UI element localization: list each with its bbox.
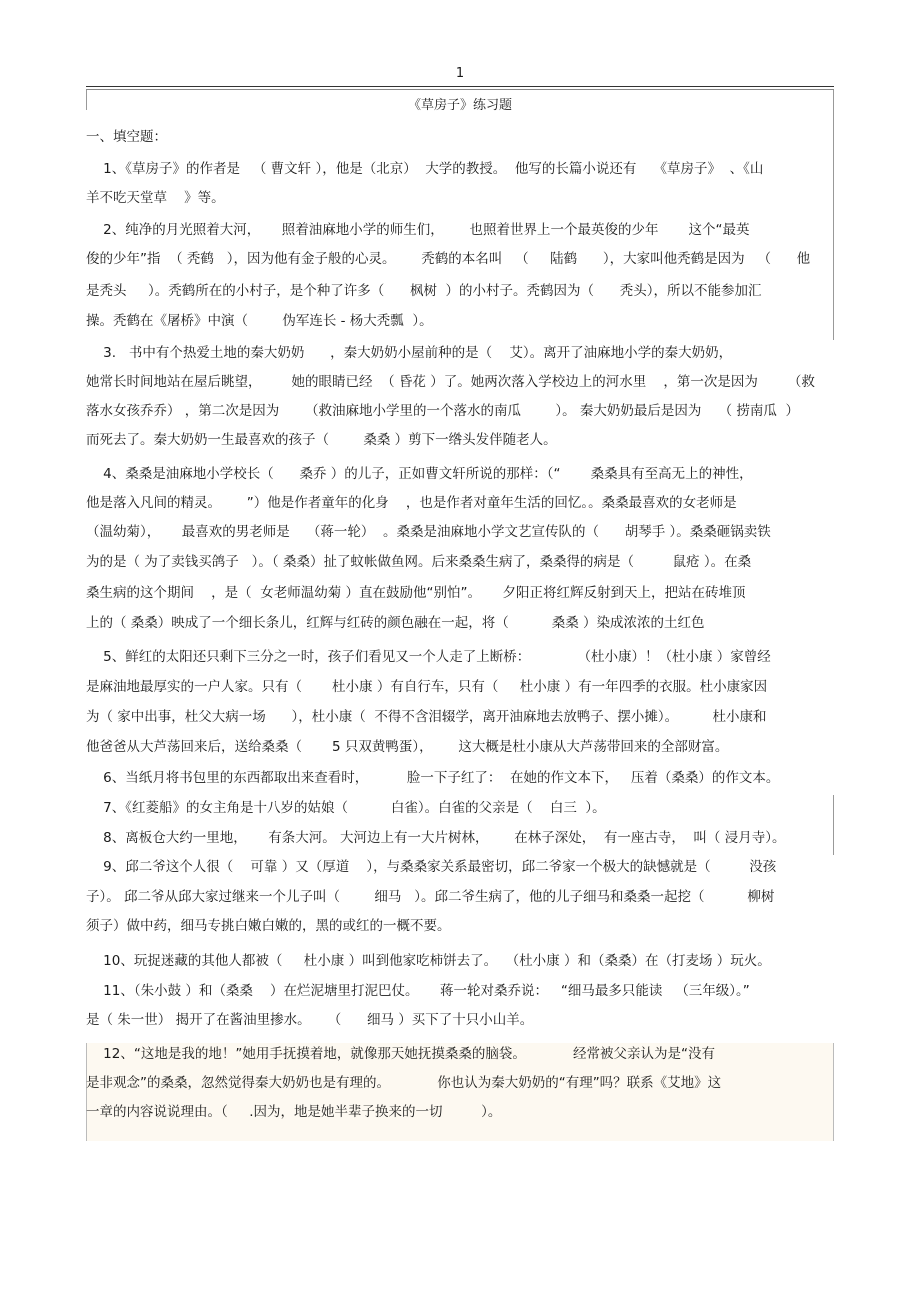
section-heading: 一、填空题： [86, 129, 167, 145]
frame-line-q12-right [833, 1043, 834, 1141]
text-line: 3. 书中有个热爱土地的秦大奶奶 ，秦大奶奶小屋前种的是（ 艾）。离开了油麻地小学的秦大奶奶， [86, 345, 733, 361]
text-line: 8、离板仓大约一里地， 有条大河。 大河边上有一大片树林， 在林子深处， 有一座古寺， 叫（ 浸月寺）。 [86, 830, 786, 846]
text-line: 为的是（ 为了卖钱买鸽子 ）。（ 桑桑）扯了蚊帐做鱼网。后来桑桑生病了，桑桑得的病是（ 鼠疮 ）。在桑 [86, 554, 752, 570]
text-line: 须子）做中药，细马专挑白嫩白嫩的，黑的或红的一概不要。 [86, 918, 451, 934]
text-line: 一章的内容说说理由。（ .因为，地是她半辈子换来的一切 ）。 [86, 1104, 502, 1120]
text-line: 为（ 家中出事，杜父大病一场 ），杜小康（ 不得不含泪辍学，离开油麻地去放鸭子、摆小摊）。 杜小康和 [86, 709, 767, 725]
text-line: 6、当纸月将书包里的东西都取出来查看时， 脸一下子红了： 在她的作文本下， 压着（桑桑）的作文本。 [86, 770, 780, 786]
header-rule-secondary [86, 89, 834, 90]
text-line: 俊的少年”指 （ 秃鹤 ），因为他有金子般的心灵。 秃鹤的本名叫 （ 陆鹤 ），大家叫他秃鹤是因为 （ 他 [86, 251, 811, 267]
text-line: 操。秃鹤在《屠桥》中演（ 伪军连长 - 杨大秃瓢 ）。 [86, 313, 433, 329]
text-line: 9、邱二爷这个人很（ 可靠 ）又（厚道 ），与桑桑家关系最密切，邱二爷家一个极大的缺憾就是（ 没孩 [86, 859, 777, 875]
frame-line-right-lower [833, 795, 834, 855]
frame-line-right [833, 90, 834, 340]
text-line: 12、“这地是我的地！”她用手抚摸着地，就像那天她抚摸桑桑的脑袋。 经常被父亲认为是“没有 [86, 1046, 716, 1062]
text-line: 是秃头 ）。秃鹤所在的小村子，是个种了许多（ 枫树 ）的小村子。秃鹤因为（ 秃头），所以不能参加汇 [86, 283, 762, 299]
text-line: 5、鲜红的太阳还只剩下三分之一时，孩子们看见又一个人走了上断桥： （杜小康）！（杜小康 ）家曾经 [86, 649, 771, 665]
document-title: 《草房子》练习题 [407, 98, 512, 113]
text-line: 落水女孩乔乔） ，第二次是因为 （救油麻地小学里的一个落水的南瓜 ）。 秦大奶奶最后是因为 （ 捞南瓜 ） [86, 403, 799, 419]
text-line: （温幼菊）， 最喜欢的男老师是 （蒋一轮） 。桑桑是油麻地小学文艺宣传队的（ 胡琴手 ）。桑桑砸锅卖铁 [86, 524, 771, 540]
text-line: 上的（ 桑桑）映成了一个细长条儿，红辉与红砖的颜色融在一起，将（ 桑桑 ）染成浓浓的土红色 [86, 615, 705, 631]
text-line: 11、（朱小鼓 ）和（桑桑 ）在烂泥塘里打泥巴仗。 蒋一轮对桑乔说： “细马最多只能读 （三年级）。” [86, 983, 750, 999]
text-line: 羊不吃天堂草 》等。 [86, 190, 225, 206]
text-line: 1、《草房子》的作者是 （ 曹文轩 ），他是（北京） 大学的教授。 他写的长篇小说还有 《草房子》 、《山 [86, 161, 764, 177]
text-line: 7、《红菱船》的女主角是十八岁的姑娘（ 白雀）。白雀的父亲是（ 白三 ）。 [86, 800, 606, 816]
text-line: 是非观念”的桑桑，忽然觉得秦大奶奶也是有理的。 你也认为秦大奶奶的“有理”吗？联系《艾地》这 [86, 1075, 722, 1091]
text-line: 子）。 邱二爷从邱大家过继来一个儿子叫（ 细马 ）。邱二爷生病了，他的儿子细马和桑桑一起挖（ 柳树 [86, 889, 775, 905]
page-number: 1 [455, 66, 465, 81]
text-line: 10、玩捉迷藏的其他人都被（ 杜小康 ）叫到他家吃柿饼去了。 （杜小康 ）和（桑桑）在（打麦场 ）玩火。 [86, 953, 771, 969]
text-line: 4、桑桑是油麻地小学校长（ 桑乔 ）的儿子，正如曹文轩所说的那样：（“ 桑桑具有至高无上的神性， [86, 466, 753, 482]
text-line: 2、纯净的月光照着大河， 照着油麻地小学的师生们， 也照着世界上一个最英俊的少年 这个“最英 [86, 222, 750, 238]
text-line: 是麻油地最厚实的一户人家。只有（ 杜小康 ）有自行车，只有（ 杜小康 ）有一年四季的衣服。杜小康家因 [86, 679, 768, 695]
text-line: 是（ 朱一世） 揭开了在酱油里掺水。 （ 细马 ）买下了十只小山羊。 [86, 1012, 534, 1028]
text-line: 他爸爸从大芦荡回来后，送给桑桑（ 5 只双黄鸭蛋）， 这大概是杜小康从大芦荡带回来的全部财富。 [86, 739, 729, 755]
text-line: 他是落入凡间的精灵。 ”）他是作者童年的化身 ，也是作者对童年生活的回忆。。桑桑最喜欢的女老师是 [86, 495, 737, 511]
text-line: 她常长时间地站在屋后眺望， 她的眼睛已经 （ 昏花 ）了。她两次落入学校边上的河水里 ，第一次是因为 （救 [86, 374, 815, 390]
text-line: 桑生病的这个期间 ，是（ 女老师温幼菊 ）直在鼓励他“别怕”。 夕阳正将红辉反射到天上，把站在砖堆顶 [86, 585, 746, 601]
header-rule [86, 86, 834, 87]
text-line: 而死去了。秦大奶奶一生最喜欢的孩子（ 桑桑 ）剪下一绺头发伴随老人。 [86, 432, 557, 448]
